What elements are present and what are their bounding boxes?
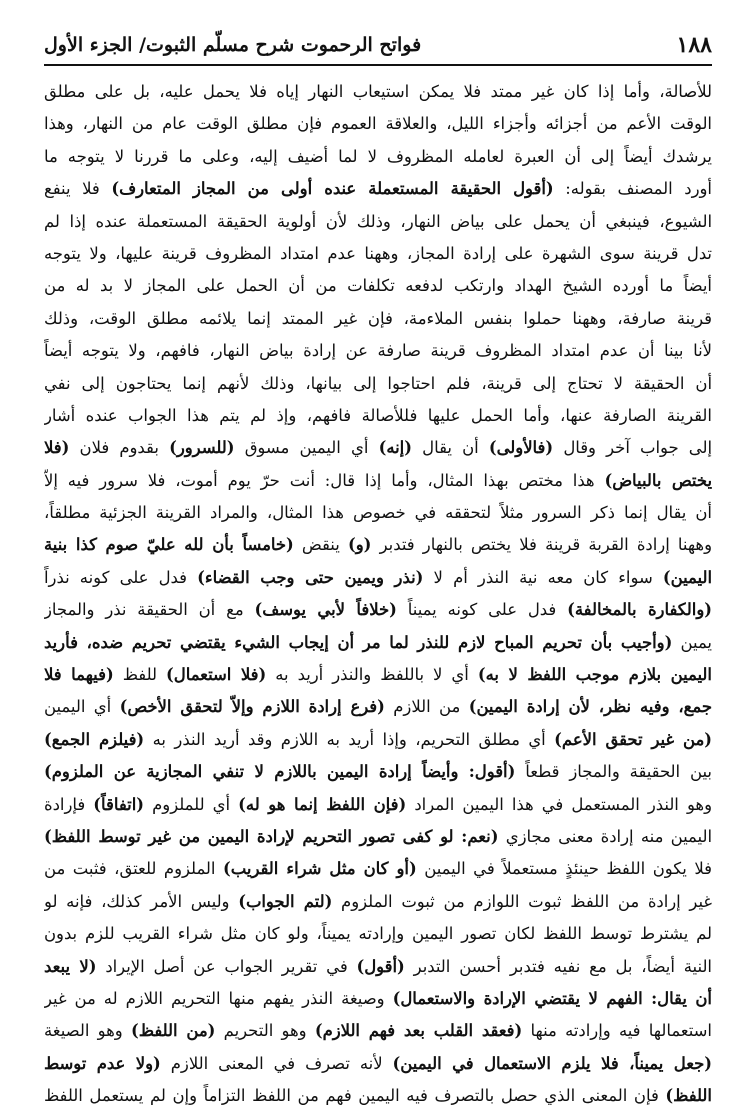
text-run: وصيغة النذر يفهم منها التحريم اللازم له من غير xyxy=(44,988,393,1008)
text-line xyxy=(44,108,712,140)
text-run: فدل على كونه يميناً xyxy=(396,600,568,620)
bold-text-run: اللفظ) xyxy=(665,1086,712,1106)
text-line xyxy=(44,983,712,1015)
text-line xyxy=(44,756,712,788)
header-divider xyxy=(44,64,712,66)
bold-text-run: (نذر ويمين حتى وجب القضاء) xyxy=(197,567,424,587)
bold-text-run: (جعل يميناً، فلا يلزم الاستعمال في اليمين) xyxy=(392,1053,712,1073)
text-run: الشيوع، فينبغي أن يحمل على بياض النهار، وذلك لأن أولوية الحقيقة المستعملة عنده إذا لم xyxy=(44,211,712,231)
bold-text-run: (فيهما فلا xyxy=(44,665,114,685)
text-line xyxy=(44,1015,712,1047)
text-run: فدل على كونه نذراً xyxy=(44,567,198,587)
bold-text-run: اليمين) xyxy=(662,567,712,587)
text-line xyxy=(44,853,712,885)
bold-text-run: (و) xyxy=(348,535,372,555)
bold-text-run: (فلا استعمال) xyxy=(166,665,267,685)
text-run: غير إرادة من اللفظ ثبوت اللوازم من ثبوت الملزوم xyxy=(332,891,712,911)
text-line xyxy=(44,594,712,626)
text-run: للأصالة، وأما إذا كان غير ممتد فلا يمكن استيعاب النهار إياه فلا يحمل عليه، بل على مطلق xyxy=(44,82,712,101)
bold-text-run: اليمين بلازم موجب اللفظ لا به) xyxy=(477,665,712,685)
text-run: ينقض xyxy=(293,535,348,555)
text-line xyxy=(44,141,712,173)
bold-text-run: (إنه) xyxy=(378,438,412,458)
text-run: لأنه تصرف في المعنى اللازم xyxy=(160,1053,393,1073)
text-run: اليمين منه إرادة معنى مجازي xyxy=(498,826,712,846)
text-line xyxy=(44,1080,712,1112)
text-run: في تقرير الجواب عن أصل الإيراد xyxy=(96,956,357,976)
text-line xyxy=(44,465,712,497)
text-run: فلا ينفع xyxy=(44,179,112,199)
text-run: تدل قرينة سوى الشهرة على إرادة المجاز، وههنا عدم امتداد المظروف قرينة عليها، ولا يتوجه xyxy=(44,243,712,263)
bold-text-run: (فعقد القلب بعد فهم اللازم) xyxy=(314,1021,523,1041)
text-line xyxy=(44,821,712,853)
bold-text-run: (من غير تحقق الأعم) xyxy=(554,729,712,749)
bold-text-run: جمع، وفيه نظر، لأن إرادة اليمين) xyxy=(468,697,712,717)
text-line xyxy=(44,886,712,918)
text-run: أي مطلق التحريم، وإذا أريد به اللازم وقد أريد النذر به xyxy=(144,729,555,749)
bold-text-run: (والكفارة بالمخالفة) xyxy=(567,600,712,620)
text-line xyxy=(44,529,712,561)
text-run: أن يقال إنما ذكر السرور مثلاً لتحققه في خصوص هذا المثال، والمراد القرينة الجزئية مطلقاً، xyxy=(44,503,712,523)
text-run: أيضاً ما أورده الشيخ الهداد وارتكب لدفعه تكلفات من أن الحمل على المجاز لا بد له من xyxy=(44,276,712,296)
text-line xyxy=(44,691,712,723)
text-run: وليس الأمر كذلك، فإنه لو xyxy=(44,891,239,911)
text-run: وهو النذر المستعمل في هذا اليمين المراد xyxy=(406,794,712,814)
text-line xyxy=(44,789,712,821)
text-run: يمين xyxy=(672,632,712,652)
text-line xyxy=(44,238,712,270)
bold-text-run: (لا يبعد xyxy=(44,956,97,976)
bold-text-run: (اتفاقاً) xyxy=(93,794,145,814)
page-number: ١٨٨ xyxy=(676,32,712,58)
bold-text-run: (فالأولى) xyxy=(488,438,554,458)
text-run: أي اليمين xyxy=(44,697,120,717)
body-text xyxy=(44,76,712,1113)
bold-text-run: (وأجيب بأن تحريم المباح لازم للنذر لما مر أن إيجاب الشيء يقتضي تحريم ضده، فأريد xyxy=(44,632,673,652)
text-run: بين الحقيقة والمجاز قطعاً xyxy=(515,762,712,782)
text-run: إلى جواب آخر وقال xyxy=(553,438,712,458)
text-run: أن يقال xyxy=(412,438,489,458)
text-line xyxy=(44,562,712,594)
text-line xyxy=(44,918,712,950)
text-line xyxy=(44,627,712,659)
running-title: فواتح الرحموت شرح مسلّم الثبوت/ الجزء الأول xyxy=(44,34,422,56)
text-line xyxy=(44,1048,712,1080)
text-run: وهو التحريم xyxy=(215,1021,315,1041)
bold-text-run: (ولا عدم توسط xyxy=(44,1053,161,1073)
bold-text-run: (خلافاً لأبي يوسف) xyxy=(254,600,397,620)
text-run: القرينة الصارفة عنها، وأما الحمل عليها فللأصالة فافهم، وإذ لم يتم هذا الجواب عنده أشار xyxy=(44,405,712,425)
text-line xyxy=(44,76,712,108)
text-line xyxy=(44,497,712,529)
text-run: مع أن الحقيقة نذر والمجاز xyxy=(44,600,255,620)
text-run: فلا يكون اللفظ حينئذٍ مستعملاً في اليمين xyxy=(416,859,712,879)
text-line xyxy=(44,724,712,756)
text-run: النية أيضاً، بل مع نفيه فتدبر أحسن التدبر xyxy=(404,956,712,976)
bold-text-run: (فرع إرادة اللازم وإلاّ لتحقق الأخص) xyxy=(119,697,385,717)
bold-text-run: يختص بالبياض) xyxy=(604,470,712,490)
bold-text-run: (فإن اللفظ إنما هو له) xyxy=(238,794,407,814)
text-run: بقدوم فلان xyxy=(69,438,170,458)
bold-text-run: (من اللفظ) xyxy=(131,1021,216,1041)
text-run: وههنا إرادة القربة قرينة فلا يختص بالنهار فتدبر xyxy=(371,535,712,555)
text-run: أي للملزوم xyxy=(144,794,239,814)
text-run: أن الحقيقة لا تحتاج إلى قرينة، فلم احتاجوا إلى بيانها، وذلك لأنهم إنما يحتاجون إلى نفي xyxy=(44,373,712,393)
text-line xyxy=(44,368,712,400)
text-line xyxy=(44,400,712,432)
text-run: فإن المعنى الذي حصل بالتصرف فيه اليمين فهم من اللفظ التزاماً وإن لم يستعمل اللفظ xyxy=(44,1086,666,1106)
bold-text-run: (أقول) xyxy=(356,956,405,976)
bold-text-run: أن يقال: الفهم لا يقتضي الإرادة والاستعمال) xyxy=(392,988,712,1008)
bold-text-run: (فيلزم الجمع) xyxy=(44,729,145,749)
text-line xyxy=(44,270,712,302)
text-line xyxy=(44,659,712,691)
text-run: من اللازم xyxy=(384,697,469,717)
text-run: استعمالها فيه وإرادته منها xyxy=(522,1021,712,1041)
text-run: الوقت الأعم من أجزائه وأجزاء الليل، والعلاقة العموم فإن مطلق الوقت عام من النهار، وهذا xyxy=(44,114,712,134)
text-run: سواء كان معه نية النذر أم لا xyxy=(423,567,663,587)
text-run: فإرادة xyxy=(44,794,94,814)
text-line xyxy=(44,951,712,983)
text-line xyxy=(44,303,712,335)
text-line xyxy=(44,335,712,367)
text-run: هذا مختص بهذا المثال، وأما إذا قال: أنت حرّ يوم أموت، فلا سرور فيه إلاّ xyxy=(44,470,605,490)
text-run: أي لا باللفظ والنذر أريد به xyxy=(266,665,478,685)
text-run: أورد المصنف بقوله: xyxy=(553,179,712,199)
bold-text-run: (لتم الجواب) xyxy=(238,891,333,911)
bold-text-run: (للسرور) xyxy=(169,438,235,458)
text-line xyxy=(44,206,712,238)
page-header xyxy=(44,30,712,60)
text-run: قرينة صارفة، وههنا حملوا بنفس الملاءمة، فإن غير الممتد إنما يلائمه مطلق الوقت، وذلك xyxy=(44,308,712,328)
text-line xyxy=(44,173,712,205)
text-run: وهو الصيغة xyxy=(44,1021,131,1041)
text-run: أي اليمين مسوق xyxy=(234,438,379,458)
bold-text-run: (أقول الحقيقة المستعملة عنده أولى من المجاز المتعارف) xyxy=(111,179,554,199)
text-run: لم يشترط توسط اللفظ لكان تصور اليمين وإرادته يميناً، ولو كان مثل شراء القريب للزم بدون xyxy=(44,924,712,944)
bold-text-run: (أو كان مثل شراء القريب) xyxy=(223,859,417,879)
bold-text-run: (نعم: لو كفى تصور التحريم لإرادة اليمين من غير توسط اللفظ) xyxy=(44,826,499,846)
text-run: يرشدك أيضاً إلى أن العبرة لعامله المظروف لا لما أضيف إليه، وعلى ما قررنا لا يتوجه ما xyxy=(44,146,712,166)
text-line xyxy=(44,432,712,464)
text-run: للفظ xyxy=(113,665,167,685)
bold-text-run: (فلا xyxy=(44,438,70,458)
bold-text-run: (أقول: وأيضاً إرادة اليمين باللازم لا تنفي المجازية عن الملزوم) xyxy=(44,762,516,782)
text-run: لأنا بينا أن عدم امتداد المظروف قرينة صارفة عن إرادة بياض النهار، فافهم، ولا يتوجه أيضاً xyxy=(44,341,712,361)
text-run: الملزوم للعتق، فثبت من xyxy=(44,859,224,879)
bold-text-run: (خامساً بأن لله عليّ صوم كذا بنية xyxy=(44,535,294,555)
